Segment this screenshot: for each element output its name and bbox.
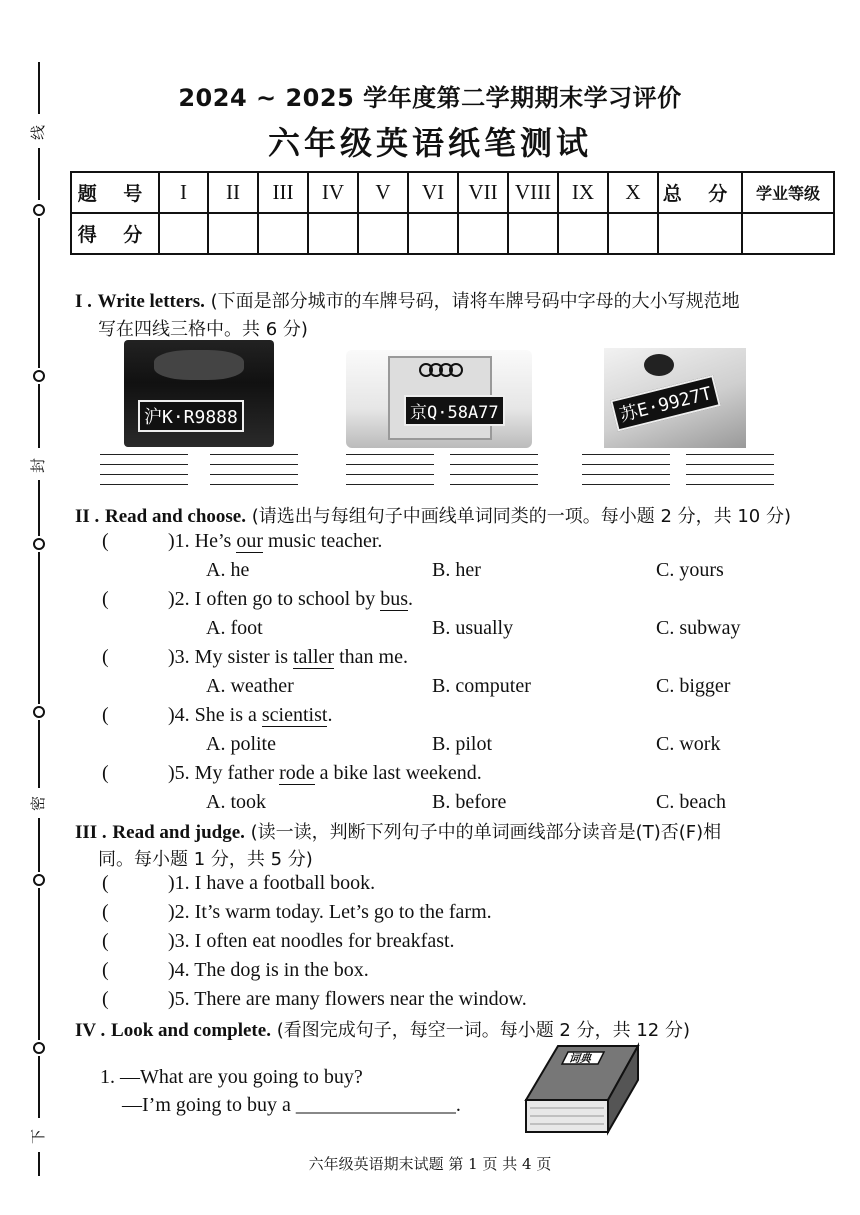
four-line-grid[interactable] <box>450 454 538 484</box>
option-b[interactable]: B. her <box>432 559 481 581</box>
score-cell[interactable] <box>308 213 358 254</box>
section2-heading <box>75 502 791 528</box>
option-b[interactable]: B. computer <box>432 675 531 697</box>
section-instruction: (下面是部分城市的车牌号码，请将车牌号码中字母的大小写规范地 <box>210 291 740 312</box>
question-2-3: )3. My sister is taller than me. <box>168 646 408 668</box>
judge-item-4: )4. The dog is in the box. <box>168 959 369 981</box>
col-6: VI <box>408 172 458 213</box>
level-label: 学业等级 <box>742 172 834 213</box>
margin-circle <box>33 874 45 886</box>
score-cell[interactable] <box>608 213 658 254</box>
complete-q1-line2 <box>122 1094 461 1117</box>
col-8: VIII <box>508 172 558 213</box>
section3-instruction-line2: 同。每小题 1 分，共 5 分) <box>98 849 313 870</box>
option-b[interactable]: B. usually <box>432 617 514 639</box>
score-cell[interactable] <box>558 213 608 254</box>
judge-item-3: )3. I often eat noodles for breakfast. <box>168 930 455 952</box>
total-score-cell[interactable] <box>658 213 742 254</box>
col-7: VII <box>458 172 508 213</box>
margin-line <box>38 218 40 368</box>
option-c[interactable]: C. beach <box>656 791 726 813</box>
score-cell[interactable] <box>458 213 508 254</box>
section-number: I . <box>75 291 92 312</box>
margin-circle <box>33 370 45 382</box>
margin-line <box>38 552 40 704</box>
col-5: V <box>358 172 408 213</box>
license-plate-3: 苏E·9927T <box>610 375 720 432</box>
answer-paren[interactable]: ( <box>102 530 109 552</box>
section-title: Look and complete. <box>111 1020 271 1041</box>
col-3: III <box>258 172 308 213</box>
margin-circle <box>33 1042 45 1054</box>
page-footer: 六年级英语期末试题 第 1 页 共 4 页 <box>308 1155 552 1173</box>
score-cell[interactable] <box>258 213 308 254</box>
answer-paren[interactable]: ( <box>102 959 109 981</box>
col-4: IV <box>308 172 358 213</box>
option-c[interactable]: C. subway <box>656 617 741 639</box>
audi-rings-icon <box>418 362 464 378</box>
score-cell[interactable] <box>159 213 208 254</box>
col-9: IX <box>558 172 608 213</box>
margin-line <box>38 720 40 788</box>
four-line-grid[interactable] <box>100 454 188 484</box>
section1-heading <box>75 287 740 313</box>
section-title: Write letters. <box>97 291 205 312</box>
four-line-grid[interactable] <box>582 454 670 484</box>
margin-char-feng: 封 <box>29 457 48 474</box>
margin-circle <box>33 204 45 216</box>
answer-paren[interactable]: ( <box>102 704 109 726</box>
sentence-stem: —I’m going to buy a <box>122 1094 291 1116</box>
judge-item-5: )5. There are many flowers near the window. <box>168 988 527 1010</box>
answer-paren[interactable]: ( <box>102 930 109 952</box>
exam-subtitle: 六年级英语纸笔测试 <box>267 124 592 162</box>
answer-paren[interactable]: ( <box>102 872 109 894</box>
four-line-grid[interactable] <box>210 454 298 484</box>
margin-line <box>38 1056 40 1118</box>
total-label: 总 分 <box>658 172 742 213</box>
margin-line <box>38 480 40 536</box>
section-instruction: (读一读，判断下列句子中的单词画线部分读音是(T)否(F)相 <box>250 822 722 843</box>
judge-item-1: )1. I have a football book. <box>168 872 376 894</box>
col-2: II <box>208 172 258 213</box>
section-instruction: (请选出与每组句子中画线单词同类的一项。每小题 2 分，共 10 分) <box>251 506 791 527</box>
option-a[interactable]: A. foot <box>206 617 263 639</box>
section3-heading <box>75 818 721 844</box>
margin-line <box>38 818 40 872</box>
section-number: III . <box>75 822 107 843</box>
row-label-score: 得 分 <box>71 213 159 254</box>
exam-title: 2024 ~ 2025 学年度第二学期期末学习评价 <box>178 84 682 112</box>
margin-line <box>38 384 40 448</box>
license-plate-2: 京Q·58A77 <box>404 395 505 426</box>
option-a[interactable]: A. polite <box>206 733 276 755</box>
score-cell[interactable] <box>508 213 558 254</box>
question-2-1: )1. He’s our music teacher. <box>168 530 383 552</box>
section-instruction: (看图完成句子，每空一词。每小题 2 分，共 12 分) <box>276 1020 690 1041</box>
section-number: IV . <box>75 1020 106 1041</box>
section4-heading <box>75 1016 690 1042</box>
margin-char-xia: 下 <box>29 1128 48 1145</box>
car-grille <box>154 350 244 380</box>
answer-paren[interactable]: ( <box>102 988 109 1010</box>
complete-q1-line1: 1. —What are you going to buy? <box>100 1066 363 1088</box>
margin-circle <box>33 538 45 550</box>
section-title: Read and choose. <box>105 506 246 527</box>
score-cell[interactable] <box>408 213 458 254</box>
row-label-question-number: 题 号 <box>71 172 159 213</box>
license-plate-1: 沪K·R9888 <box>138 400 244 432</box>
dictionary-book-image <box>518 1040 642 1140</box>
section-number: II . <box>75 506 100 527</box>
judge-item-2: )2. It’s warm today. Let’s go to the farm. <box>168 901 492 923</box>
option-a[interactable]: A. he <box>206 559 250 581</box>
margin-char-mi: 密 <box>29 795 48 812</box>
score-table <box>70 171 835 255</box>
option-b[interactable]: B. before <box>432 791 507 813</box>
option-c[interactable]: C. work <box>656 733 721 755</box>
answer-paren[interactable]: ( <box>102 588 109 610</box>
col-10: X <box>608 172 658 213</box>
book-label: 词典 <box>567 1052 595 1065</box>
margin-line <box>38 888 40 1040</box>
col-1: I <box>159 172 208 213</box>
section1-instruction-line2: 写在四线三格中。共 6 分) <box>98 319 308 340</box>
four-line-grid[interactable] <box>686 454 774 484</box>
score-cell[interactable] <box>358 213 408 254</box>
question-2-5: )5. My father rode a bike last weekend. <box>168 762 482 784</box>
question-2-4: )4. She is a scientist. <box>168 704 333 726</box>
answer-paren[interactable]: ( <box>102 646 109 668</box>
margin-char-xian: 线 <box>29 124 48 141</box>
score-cell[interactable] <box>208 213 258 254</box>
answer-paren[interactable]: ( <box>102 762 109 784</box>
option-c[interactable]: C. yours <box>656 559 724 581</box>
option-b[interactable]: B. pilot <box>432 733 493 755</box>
option-a[interactable]: A. weather <box>206 675 294 697</box>
answer-paren[interactable]: ( <box>102 901 109 923</box>
four-line-grid[interactable] <box>346 454 434 484</box>
question-2-2: )2. I often go to school by bus. <box>168 588 413 610</box>
car-part <box>644 354 674 376</box>
margin-circle <box>33 706 45 718</box>
section-title: Read and judge. <box>112 822 245 843</box>
option-a[interactable]: A. took <box>206 791 266 813</box>
option-c[interactable]: C. bigger <box>656 675 731 697</box>
answer-blank[interactable]: ________________. <box>295 1094 461 1116</box>
level-cell[interactable] <box>742 213 834 254</box>
